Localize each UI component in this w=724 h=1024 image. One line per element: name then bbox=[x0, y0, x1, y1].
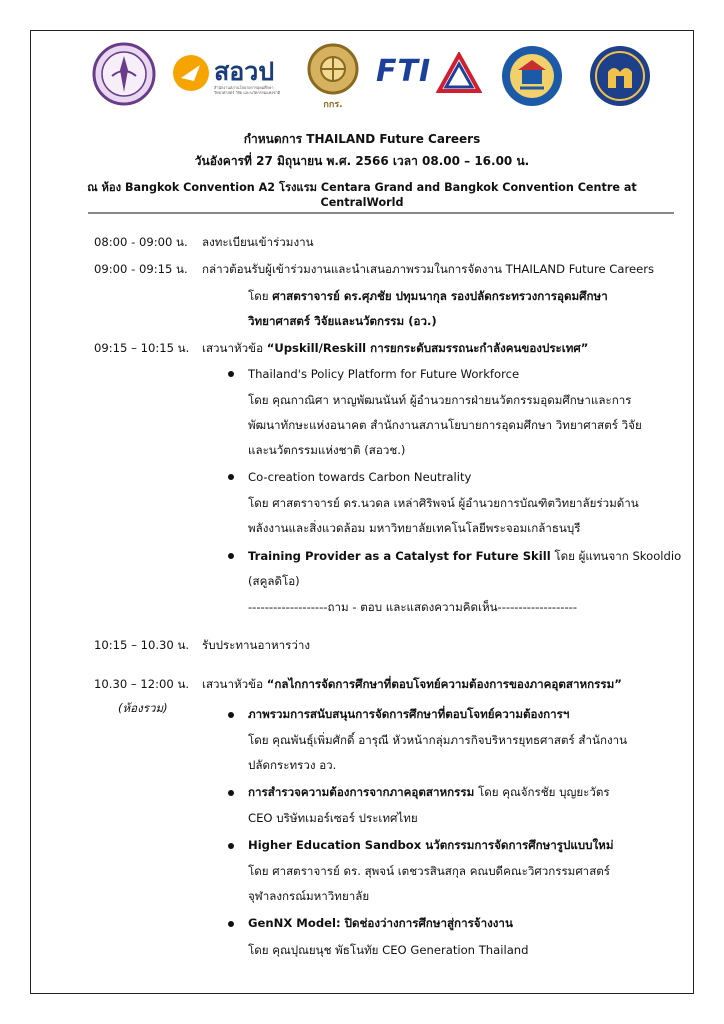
speaker-name: ศาสตราจารย์ ดร.ศุภชัย ปทุมนากุล รองปลัดกระทรวงการอุดมศึกษา bbox=[272, 289, 608, 303]
s5-item-3-title: Higher Education Sandbox นวัตกรรมการจัดการศึกษารูปแบบใหม่ bbox=[248, 838, 614, 852]
event-date: วันอังคารที่ 27 มิถุนายน พ.ศ. 2566 เวลา 08.00 – 16.00 น. bbox=[194, 154, 530, 168]
event-title: กำหนดการ THAILAND Future Careers bbox=[243, 132, 481, 146]
event-venue: ณ ห้อง Bangkok Convention A2 โรงแรม Centara Grand and Bangkok Convention Centre at CentralWorld bbox=[87, 181, 637, 209]
sorkorwor-wordmark: สอวป bbox=[214, 57, 275, 86]
topic-title: “กลไกการจัดการศึกษาที่ตอบโจทย์ความต้องการของภาคอุตสาหกรรม” bbox=[266, 677, 622, 691]
university-seal-logo bbox=[92, 42, 156, 106]
session-2-speaker-org: วิทยาศาสตร์ วิจัยและนวัตกรรม (อว.) bbox=[248, 314, 437, 328]
s5-item-1-title: ภาพรวมการสนับสนุนการจัดการศึกษาที่ตอบโจทย์ความต้องการฯ bbox=[248, 707, 570, 721]
item-title: การสำรวจความต้องการจากภาคอุตสาหกรรม bbox=[248, 785, 475, 799]
item-speaker: โดย ผู้แทนจาก Skooldio bbox=[550, 549, 682, 563]
topic-lead: เสวนาหัวข้อ bbox=[202, 341, 267, 355]
s5-item-1-line-1: โดย คุณพันธุ์เพิ่มศักดิ์ อารุณี หัวหน้ากลุ่มภารกิจบริหารยุทธศาสตร์ สำนักงาน bbox=[248, 733, 628, 747]
bullet-icon bbox=[228, 921, 234, 927]
s3-item-1-line-1: โดย คุณกาณิศา หาญพัฒนนันท์ ผู้อำนวยการฝ่ายนวัตกรรมอุดมศึกษาและการ bbox=[248, 393, 632, 407]
s5-item-3-line-2: จุฬาลงกรณ์มหาวิทยาลัย bbox=[248, 889, 370, 903]
bullet-icon bbox=[228, 553, 234, 559]
chamber-of-commerce-logo bbox=[500, 44, 564, 108]
s5-item-1-line-2: ปลัดกระทรวง อว. bbox=[248, 758, 337, 772]
bullet-icon bbox=[228, 371, 234, 377]
fti-wordmark: FTI bbox=[376, 54, 432, 89]
topic-lead: เสวนาหัวข้อ bbox=[202, 677, 267, 691]
s5-item-4-title: GenNX Model: ปิดช่องว่างการศึกษาสู่การจ้างงาน bbox=[248, 916, 513, 930]
sorkorwor-mark-icon bbox=[172, 54, 210, 92]
s5-item-4-line-1: โดย คุณปุณยนุช พัธโนทัย CEO Generation Thailand bbox=[248, 943, 529, 957]
gorkorsor-logo bbox=[306, 42, 360, 112]
session-5-room: (ห้องรวม) bbox=[118, 701, 168, 715]
s3-item-1-line-3: และนวัตกรรมแห่งชาติ (สอวช.) bbox=[248, 443, 406, 457]
bullet-icon bbox=[228, 474, 234, 480]
session-1-desc: ลงทะเบียนเข้าร่วมงาน bbox=[202, 235, 314, 249]
gorkorsor-emblem-icon bbox=[306, 42, 360, 96]
s5-item-2-title bbox=[248, 784, 610, 800]
session-1-time: 08:00 - 09:00 น. bbox=[94, 235, 188, 249]
s5-item-3-line-1: โดย ศาสตราจารย์ ดร. สุพจน์ เตชวรสินสกุล คณบดีคณะวิศวกรรมศาสตร์ bbox=[248, 864, 611, 878]
fti-logo bbox=[376, 52, 486, 102]
association-logo bbox=[588, 44, 652, 108]
s3-item-2-title: Co-creation towards Carbon Neutrality bbox=[248, 470, 472, 484]
session-4-desc: รับประทานอาหารว่าง bbox=[202, 638, 311, 652]
s3-item-1-title: Thailand's Policy Platform for Future Workforce bbox=[248, 367, 520, 381]
s5-item-2-line-2: CEO บริษัทเมอร์เซอร์ ประเทศไทย bbox=[248, 811, 418, 825]
session-3-time: 09:15 – 10:15 น. bbox=[94, 341, 190, 355]
session-5-desc bbox=[202, 676, 622, 692]
sorkorwor-logo bbox=[172, 50, 292, 106]
bullet-icon bbox=[228, 790, 234, 796]
fti-triangle-icon bbox=[436, 52, 482, 94]
s3-item-2-line-2: พลังงานและสิ่งแวดล้อม มหาวิทยาลัยเทคโนโลยีพระจอมเกล้าธนบุรี bbox=[248, 521, 581, 535]
session-4-time: 10:15 – 10.30 น. bbox=[94, 638, 190, 652]
by-prefix: โดย bbox=[248, 289, 273, 303]
s3-item-2-line-1: โดย ศาสตราจารย์ ดร.นวดล เหล่าศิริพจน์ ผู้อำนวยการบัณฑิตวิทยาลัยร่วมด้าน bbox=[248, 496, 639, 510]
bullet-icon bbox=[228, 843, 234, 849]
session-2-time: 09:00 - 09:15 น. bbox=[94, 262, 188, 276]
session-2-desc: กล่าวต้อนรับผู้เข้าร่วมงานและนำเสนอภาพรวมในการจัดงาน THAILAND Future Careers bbox=[202, 262, 655, 276]
item-speaker: โดย คุณจักรชัย บุญยะวัตร bbox=[474, 785, 610, 799]
qa-separator: -------------------ถาม - ตอบ และแสดงความคิดเห็น------------------- bbox=[248, 600, 578, 614]
gorkorsor-caption: กกร. bbox=[323, 100, 343, 110]
session-3-desc bbox=[202, 340, 588, 356]
sorkorwor-subtext: สำนักงานสภานโยบายการอุดมศึกษา วิทยาศาสตร์ วิจัย และนวัตกรรมแห่งชาติ bbox=[214, 85, 281, 95]
header-divider bbox=[88, 212, 674, 214]
logo-row bbox=[60, 42, 664, 112]
s3-item-3-line-2: (สคูลดิโอ) bbox=[248, 574, 300, 588]
topic-title: “Upskill/Reskill การยกระดับสมรรถนะกำลังคนของประเทศ” bbox=[266, 341, 589, 355]
s3-item-3-title bbox=[248, 548, 681, 564]
bullet-icon bbox=[228, 712, 234, 718]
session-2-speaker bbox=[248, 288, 608, 304]
s3-item-1-line-2: พัฒนาทักษะแห่งอนาคต สำนักงานสภานโยบายการอุดมศึกษา วิทยาศาสตร์ วิจัย bbox=[248, 418, 642, 432]
item-title: Training Provider as a Catalyst for Future Skill bbox=[248, 549, 551, 563]
session-5-time: 10.30 – 12:00 น. bbox=[94, 677, 190, 691]
